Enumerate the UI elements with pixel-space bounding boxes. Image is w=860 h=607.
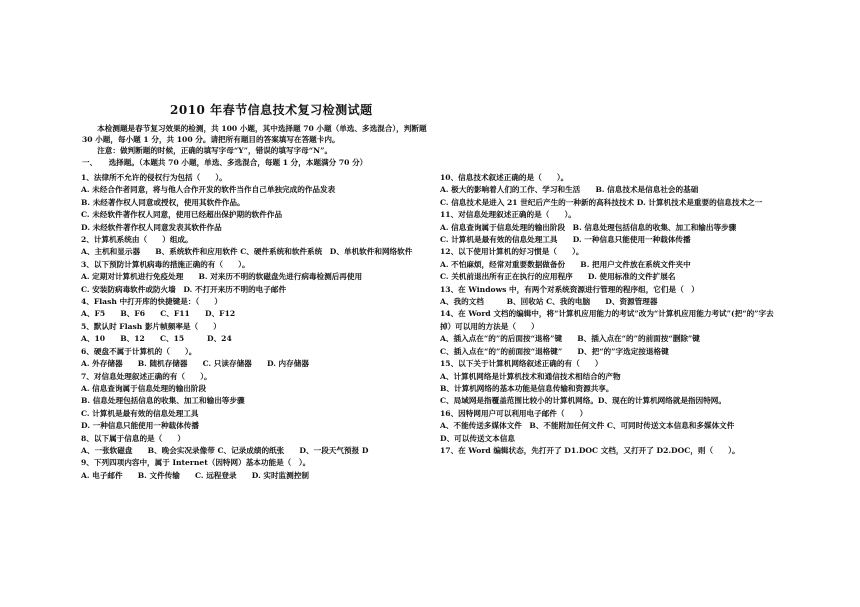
page-title: 2010 年春节信息技术复习检测试题 [170,103,373,117]
section-heading: 一、 选择题。（本题共 70 小题，单选、多选混合，每题 1 分，本题满分 70 分） [82,157,368,167]
right-column [440,172,775,457]
option-line: A、F5 B、F6 C、F11 D、F12 [81,309,236,319]
option-line: C. 计算机是最有效的信息处理工具 [81,408,199,418]
option-line: D. 未经软件著作权人同意发表其软件作品 [81,222,222,232]
option-line: A、插入点在“的”的后面按“退格”键 B、插入点在“的”的前面按“删除”键 [440,334,700,344]
option-line: C. 信息技术是进入 21 世纪后产生的一种新的高科技技术 D. 计算机技术是重要的信息技术之一 [440,197,763,207]
option-line: D. 一种信息只能使用一种载体传播 [81,421,199,431]
option-line: A、计算机网络是计算机技术和通信技术相结合的产物 [440,371,621,381]
option-line: B. 信息处理包括信息的收集、加工和输出等步骤 [81,396,245,406]
option-line: C. 计算机是最有效的信息处理工具 D. 一种信息只能使用一种载体传播 [440,235,691,245]
question-line: 4、Flash 中打开库的快捷键是：（ ） [81,297,223,307]
option-line: A、10 B、12 C、15 D、24 [81,334,232,344]
question-line: 10、信息技术叙述正确的是（ ）。 [440,173,569,182]
option-line: A. 定期对计算机进行免疫处理 B. 对来历不明的软磁盘先进行病毒检测后再使用 [81,272,363,282]
option-line: A、不能传送多媒体文件 B、不能附加任何文件 C、可同时传送文本信息和多媒体文件 [440,421,735,431]
question-line: 16、因特网用户可以利用电子邮件（ ） [440,408,588,418]
question-line: 5、默认时 Flash 影片帧频率是（ ） [81,321,221,331]
option-line: A. 信息查询属于信息处理的输出阶段 [81,383,207,393]
option-line: A. 外存储器 B. 随机存储器 C. 只读存储器 D. 内存储器 [81,359,309,369]
option-line: A. 信息查询属于信息处理的输出阶段 B. 信息处理包括信息的收集、加工和输出等步骤 [440,222,737,232]
question-line: 7、对信息处理叙述正确的有（ ）。 [81,371,212,381]
question-line: 9、下列四项内容中，属于 Internet（因特网）基本功能是（ ）。 [81,458,311,468]
option-line: C、插入点在“的”的前面按“退格键” D、把“的”字选定按退格键 [440,346,669,356]
question-line: 2、计算机系统由（ ）组成。 [81,235,193,245]
option-line: A. 电子邮件 B. 文件传输 C. 远程登录 D. 实时监测控制 [81,470,309,480]
option-line: A、我的文档 B、回收站 C、我的电脑 D、资源管理器 [440,297,658,307]
option-line: B. 未经著作权人同意或授权，使用其软件作品。 [81,197,245,207]
intro-paragraph: 本检测题是春节复习效果的检测，共 100 小题，其中选择题 70 小题（单选、多选混合），判断题 30 小题，每小题 1 分，共 100 分。请把所有题目的答案填写在答题卡内。 [82,124,427,145]
question-line: 3、以下预防计算机病毒的措施正确的有（ ）。 [81,259,250,269]
question-line: 13、在 Windows 中，有两个对系统资源进行管理的程序组，它们是（ ） [440,284,699,294]
option-line: A. 不怕麻烦，经常对重要数据做备份 B. 把用户文件放在系统文件夹中 [440,259,691,269]
question-line: 8、以下属于信息的是（ ） [81,433,186,443]
option-line: D、可以传送文本信息 [440,433,515,443]
intro-block [82,123,427,168]
question-line: 6、硬盘不属于计算机的（ ）。 [81,346,197,356]
question-line: 12、以下使用计算机的好习惯是（ ）。 [440,247,584,257]
question-line: 1、法律所不允许的侵权行为包括（ ）。 [81,173,227,182]
option-line: C. 安装防病毒软件或防火墙 D. 不打开来历不明的电子邮件 [81,284,287,294]
option-line: B、计算机网络的基本功能是信息传输和资源共享。 [440,383,614,393]
question-line: 15、以下关于计算机网络叙述正确的有（ ） [440,359,603,369]
question-line: 11、对信息处理叙述正确的是（ ）。 [440,210,576,220]
option-line: A. 未经合作者同意，将与他人合作开发的软件当作自己单独完成的作品发表 [81,185,336,195]
question-line: 14、在 Word 文档的编辑中，将“计算机应用能力的考试”改为“计算机应用能力考试”(把“的”字去掉）可以用的方法是（ ） [440,309,774,331]
option-line: C. 关机前退出所有正在执行的应用程序 D. 使用标准的文件扩展名 [440,272,676,282]
option-line: C. 未经软件著作权人同意，使用已经超出保护期的软件作品 [81,210,283,220]
question-line: 17、在 Word 编辑状态，先打开了 D1.DOC 文档，又打开了 D2.DOC，则（ ）。 [440,445,740,455]
option-line: A、主机和显示器 B、系统软件和应用软件 C、硬件系统和软件系统 D、单机软件和网络软件 [81,247,413,257]
intro-note: 注意：做判断题的时候，正确的填写字母“Y”，错误的填写字母“N”。 [97,146,333,156]
option-line: A. 极大的影响着人们的工作、学习和生活 B. 信息技术是信息社会的基础 [440,185,699,195]
left-column [81,172,426,482]
option-line: C、局域网是指覆盖范围比较小的计算机网络。D、现在的计算机网络就是指因特网。 [440,396,726,406]
option-line: A、一张软磁盘 B、晚会实况录像带 C、记录成绩的纸张 D、一段天气预报 D [81,445,369,455]
